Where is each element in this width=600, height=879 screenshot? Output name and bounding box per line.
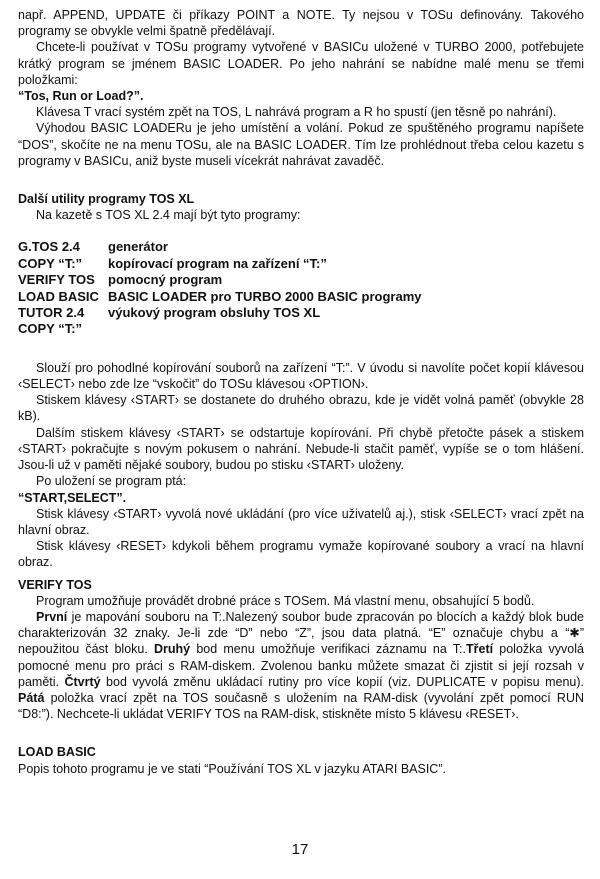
paragraph-verify-1: Program umožňuje provádět drobné práce s TOSem. Má vlastní menu, obsahující 5 bodů. bbox=[36, 593, 535, 608]
menu-quote: “Tos, Run or Load?”. bbox=[18, 89, 144, 104]
list-item: LOAD BASIC BASIC LOADER pro TURBO 2000 BASIC programy bbox=[18, 288, 422, 304]
heading-verify-tos: VERIFY TOS bbox=[18, 577, 92, 592]
paragraph-intro-3: Klávesa T vrací systém zpět na TOS, L nahrává program a R ho spustí (jen těsně po nahrání). bbox=[36, 105, 557, 120]
paragraph-copy-2: Stiskem klávesy ‹START› se dostanete do druhého obrazu, kde je vidět volná paměť (obvykle 28 kB). bbox=[18, 393, 584, 424]
heading-load-basic: LOAD BASIC bbox=[18, 745, 96, 760]
list-item: VERIFY TOS pomocný program bbox=[18, 272, 223, 288]
copy-prompt: “START,SELECT”. bbox=[18, 490, 127, 505]
page-number: 17 bbox=[291, 841, 309, 858]
paragraph-copy-5: Stisk klávesy ‹START› vyvolá nové ukládání (pro více uživatelů aj.), stisk ‹SELECT› vrací zpět na hlavní obraz. bbox=[18, 506, 584, 537]
list-item: COPY “T:” kopírovací program na zařízení “T:” bbox=[18, 255, 327, 271]
program-list bbox=[18, 239, 422, 337]
list-item: COPY “T:” bbox=[18, 321, 83, 337]
paragraph-intro-2: Chcete-li používat v TOSu programy vytvořené v BASICu uložené v TURBO 2000, potřebujete krátký program se jménem BASIC LOADER. Po jeho nahrání se nabídne malé menu se třemi položkami: bbox=[18, 40, 584, 87]
paragraph-intro-4: Výhodou BASIC LOADERu je jeho umístění a volání. Pokud ze spuštěného programu napíšete “DOS”, skočíte ne na menu TOSu, ale na BASIC LOADER. Tím lze prohlédnout třeba celou kazetu s programy v BASICu, aniž byste museli vícekrát nahrávat zavaděč. bbox=[18, 121, 584, 168]
paragraph-copy-6: Stisk klávesy ‹RESET› kdykoli během programu vymaže kopírované soubory a vrací na hlavní obraz. bbox=[18, 539, 584, 570]
paragraph-copy-1: Slouží pro pohodlné kopírování souborů na zařízení “T:”. V úvodu si navolíte počet kopií klávesou ‹SELECT› nebo zde lze “vskočit” do TOSu klávesou ‹OPTION›. bbox=[18, 360, 584, 392]
paragraph-intro-1: např. APPEND, UPDATE či příkazy POINT a NOTE. Ty nejsou v TOSu definovány. Takového programy se obvykle velmi špatně předělávají. bbox=[18, 8, 584, 39]
list-item: TUTOR 2.4 výukový program obsluhy TOS XL bbox=[18, 305, 321, 321]
paragraph-utilities-lead: Na kazetě s TOS XL 2.4 mají být tyto programy: bbox=[36, 208, 301, 223]
list-item: G.TOS 2.4 generátor bbox=[18, 239, 168, 255]
paragraph-copy-4: Po uložení se program ptá: bbox=[36, 474, 187, 489]
paragraph-copy-3: Dalším stiskem klávesy ‹START› se odstartuje kopírování. Při chybě přetočte pásek a stiskem ‹START› pokračujte s novým pokusem o nahrání. Nebude-li stačit paměť, vypíše se o tom hlášení. Jsou-li už v paměti nějaké soubory, budou po stisku ‹START› uloženy. bbox=[18, 425, 584, 473]
heading-utilities: Další utility programy TOS XL bbox=[18, 192, 195, 207]
paragraph-verify-2: První je mapování souboru na T:.Nalezený soubor bude zpracován po blocích a každý blok bude charakterizován 32 znaky. Je-li zde “D” nebo “Z”, jsou data platná. “E” označuje chybu a “✱” nepoužitou část bloku. Druhý bod menu umožňuje verifikaci záznamu na T:.Třetí položka vyvolá pomocné menu pro práci s RAM-diskem. Zvolenou banku můžete smazat či zjistit si její rozsah v paměti. Čtvrtý bod vyvolá změnu ukládací rutiny pro více kopií (viz. DUPLICATE v popisu menu). Pátá položka vrací zpět na TOS současně s uložením na RAM-disk (vyvolání zpět pomocí RUN “D8:”). Nechcete-li ukládat VERIFY TOS na RAM-disk, stiskněte místo 5 klávesu ‹RESET›. bbox=[18, 609, 584, 722]
page-content bbox=[18, 7, 584, 777]
paragraph-load-basic: Popis tohoto programu je ve stati “Používání TOS XL v jazyku ATARI BASIC”. bbox=[18, 761, 446, 776]
